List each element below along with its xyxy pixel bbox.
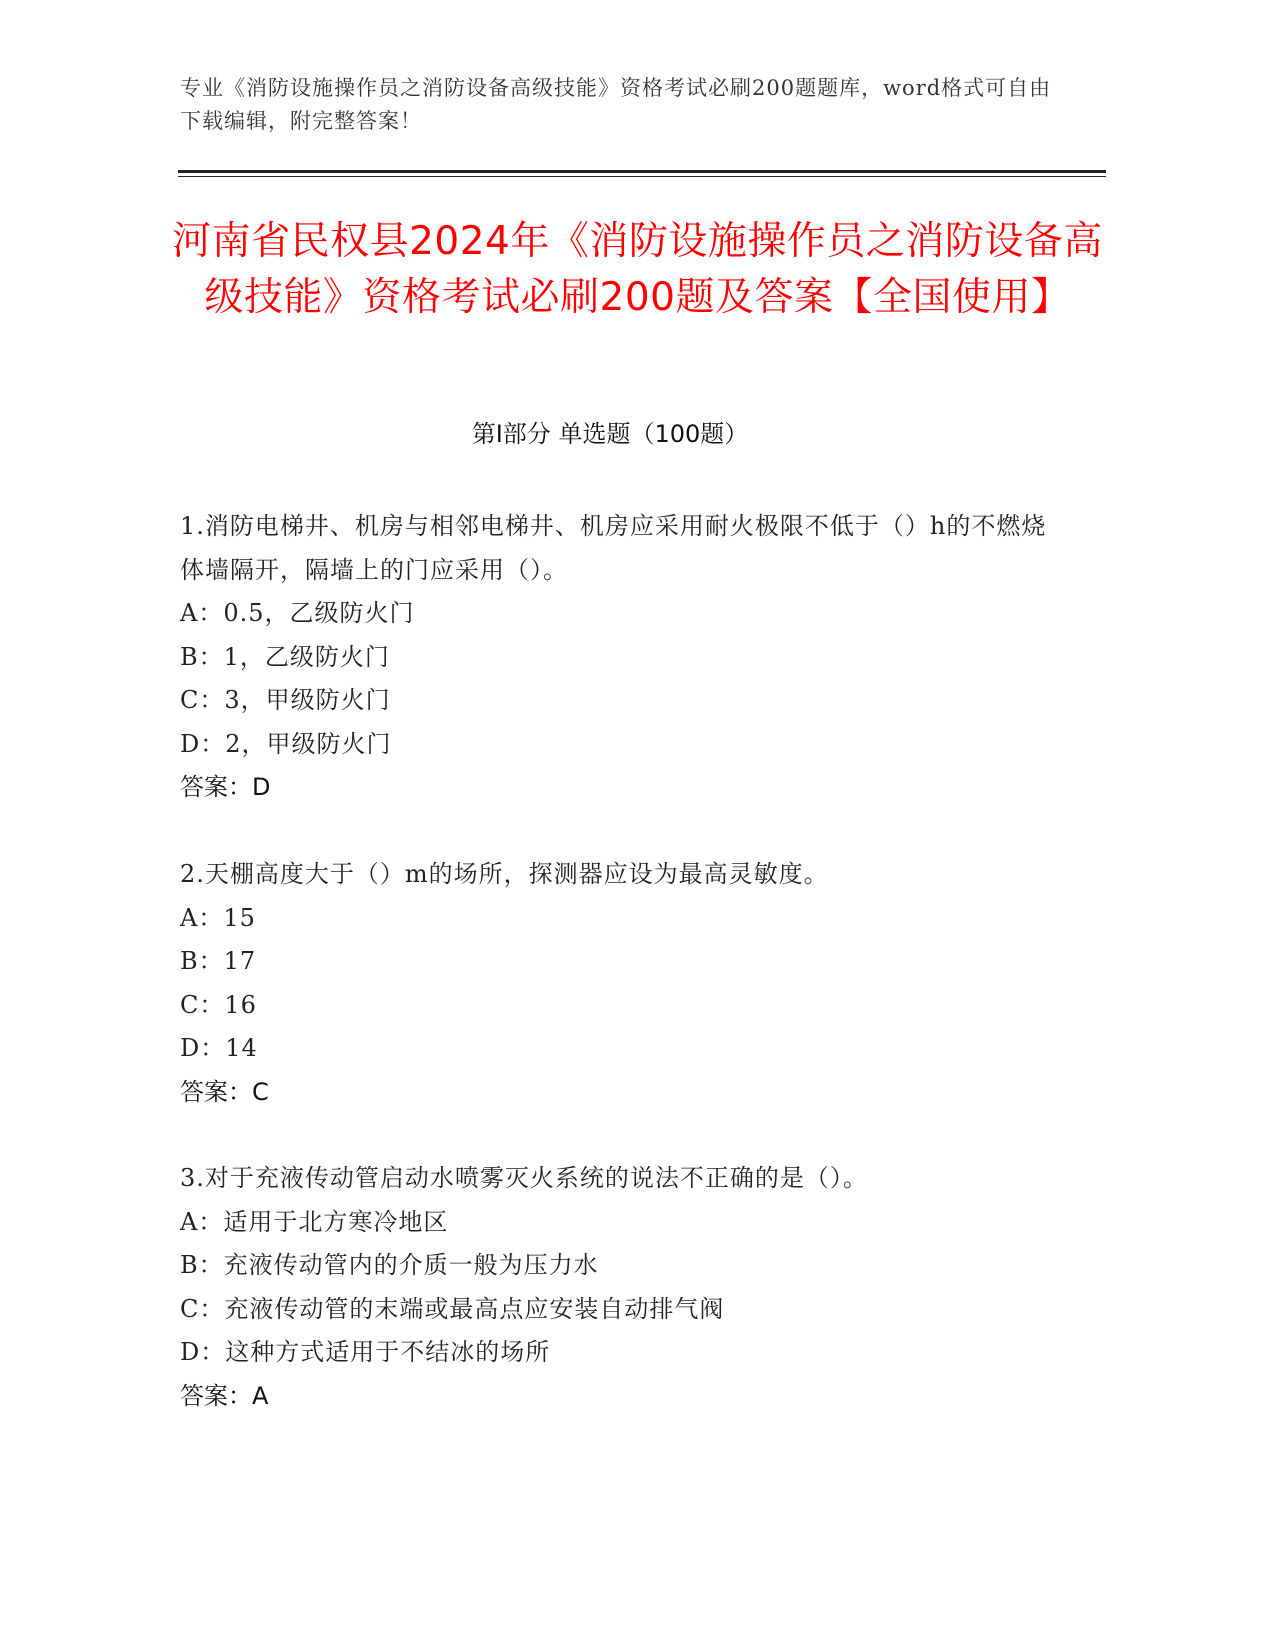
option-b: B：充液传动管内的介质一般为压力水 <box>180 1251 599 1279</box>
option-a: A：15 <box>180 903 256 932</box>
option-a: A：0.5，乙级防火门 <box>180 599 415 627</box>
question-text: 1.消防电梯井、机房与相邻电梯井、机房应采用耐火极限不低于（）h的不燃烧体墙隔开，隔墙上的门应采用（）。 <box>180 512 1047 584</box>
question-text: 2.天棚高度大于（）m的场所，探测器应设为最高灵敏度。 <box>180 860 829 888</box>
answer: 答案：D <box>180 773 271 801</box>
section-title: 第Ⅰ部分 单选题（100题） <box>471 420 749 448</box>
document-title: 河南省民权县2024年《消防设施操作员之消防设备高级技能》资格考试必刷200题及答案【全国使用】 <box>172 219 1103 320</box>
option-b: B：17 <box>180 947 257 975</box>
option-d: D：14 <box>180 1034 258 1062</box>
answer: 答案：A <box>180 1381 269 1410</box>
answer: 答案：C <box>180 1077 269 1106</box>
option-d: D：这种方式适用于不结冰的场所 <box>180 1338 551 1366</box>
option-c: C：3，甲级防火门 <box>180 686 391 714</box>
question-3 <box>180 1157 1060 1418</box>
question-2 <box>180 853 1060 1114</box>
option-a: A：适用于北方寒冷地区 <box>180 1207 449 1236</box>
question-1 <box>180 505 1060 810</box>
option-c: C：16 <box>180 990 257 1019</box>
option-c: C：充液传动管的末端或最高点应安装自动排气阀 <box>180 1294 725 1323</box>
question-text: 3.对于充液传动管启动水喷雾灭火系统的说法不正确的是（）。 <box>180 1164 868 1192</box>
option-b: B：1，乙级防火门 <box>180 642 390 671</box>
header-note: 专业《消防设施操作员之消防设备高级技能》资格考试必刷200题题库，word格式可自由下载编辑，附完整答案！ <box>180 76 1052 133</box>
option-d: D：2，甲级防火门 <box>180 729 392 758</box>
header-divider <box>178 170 1106 173</box>
header-divider-thin <box>178 176 1106 177</box>
